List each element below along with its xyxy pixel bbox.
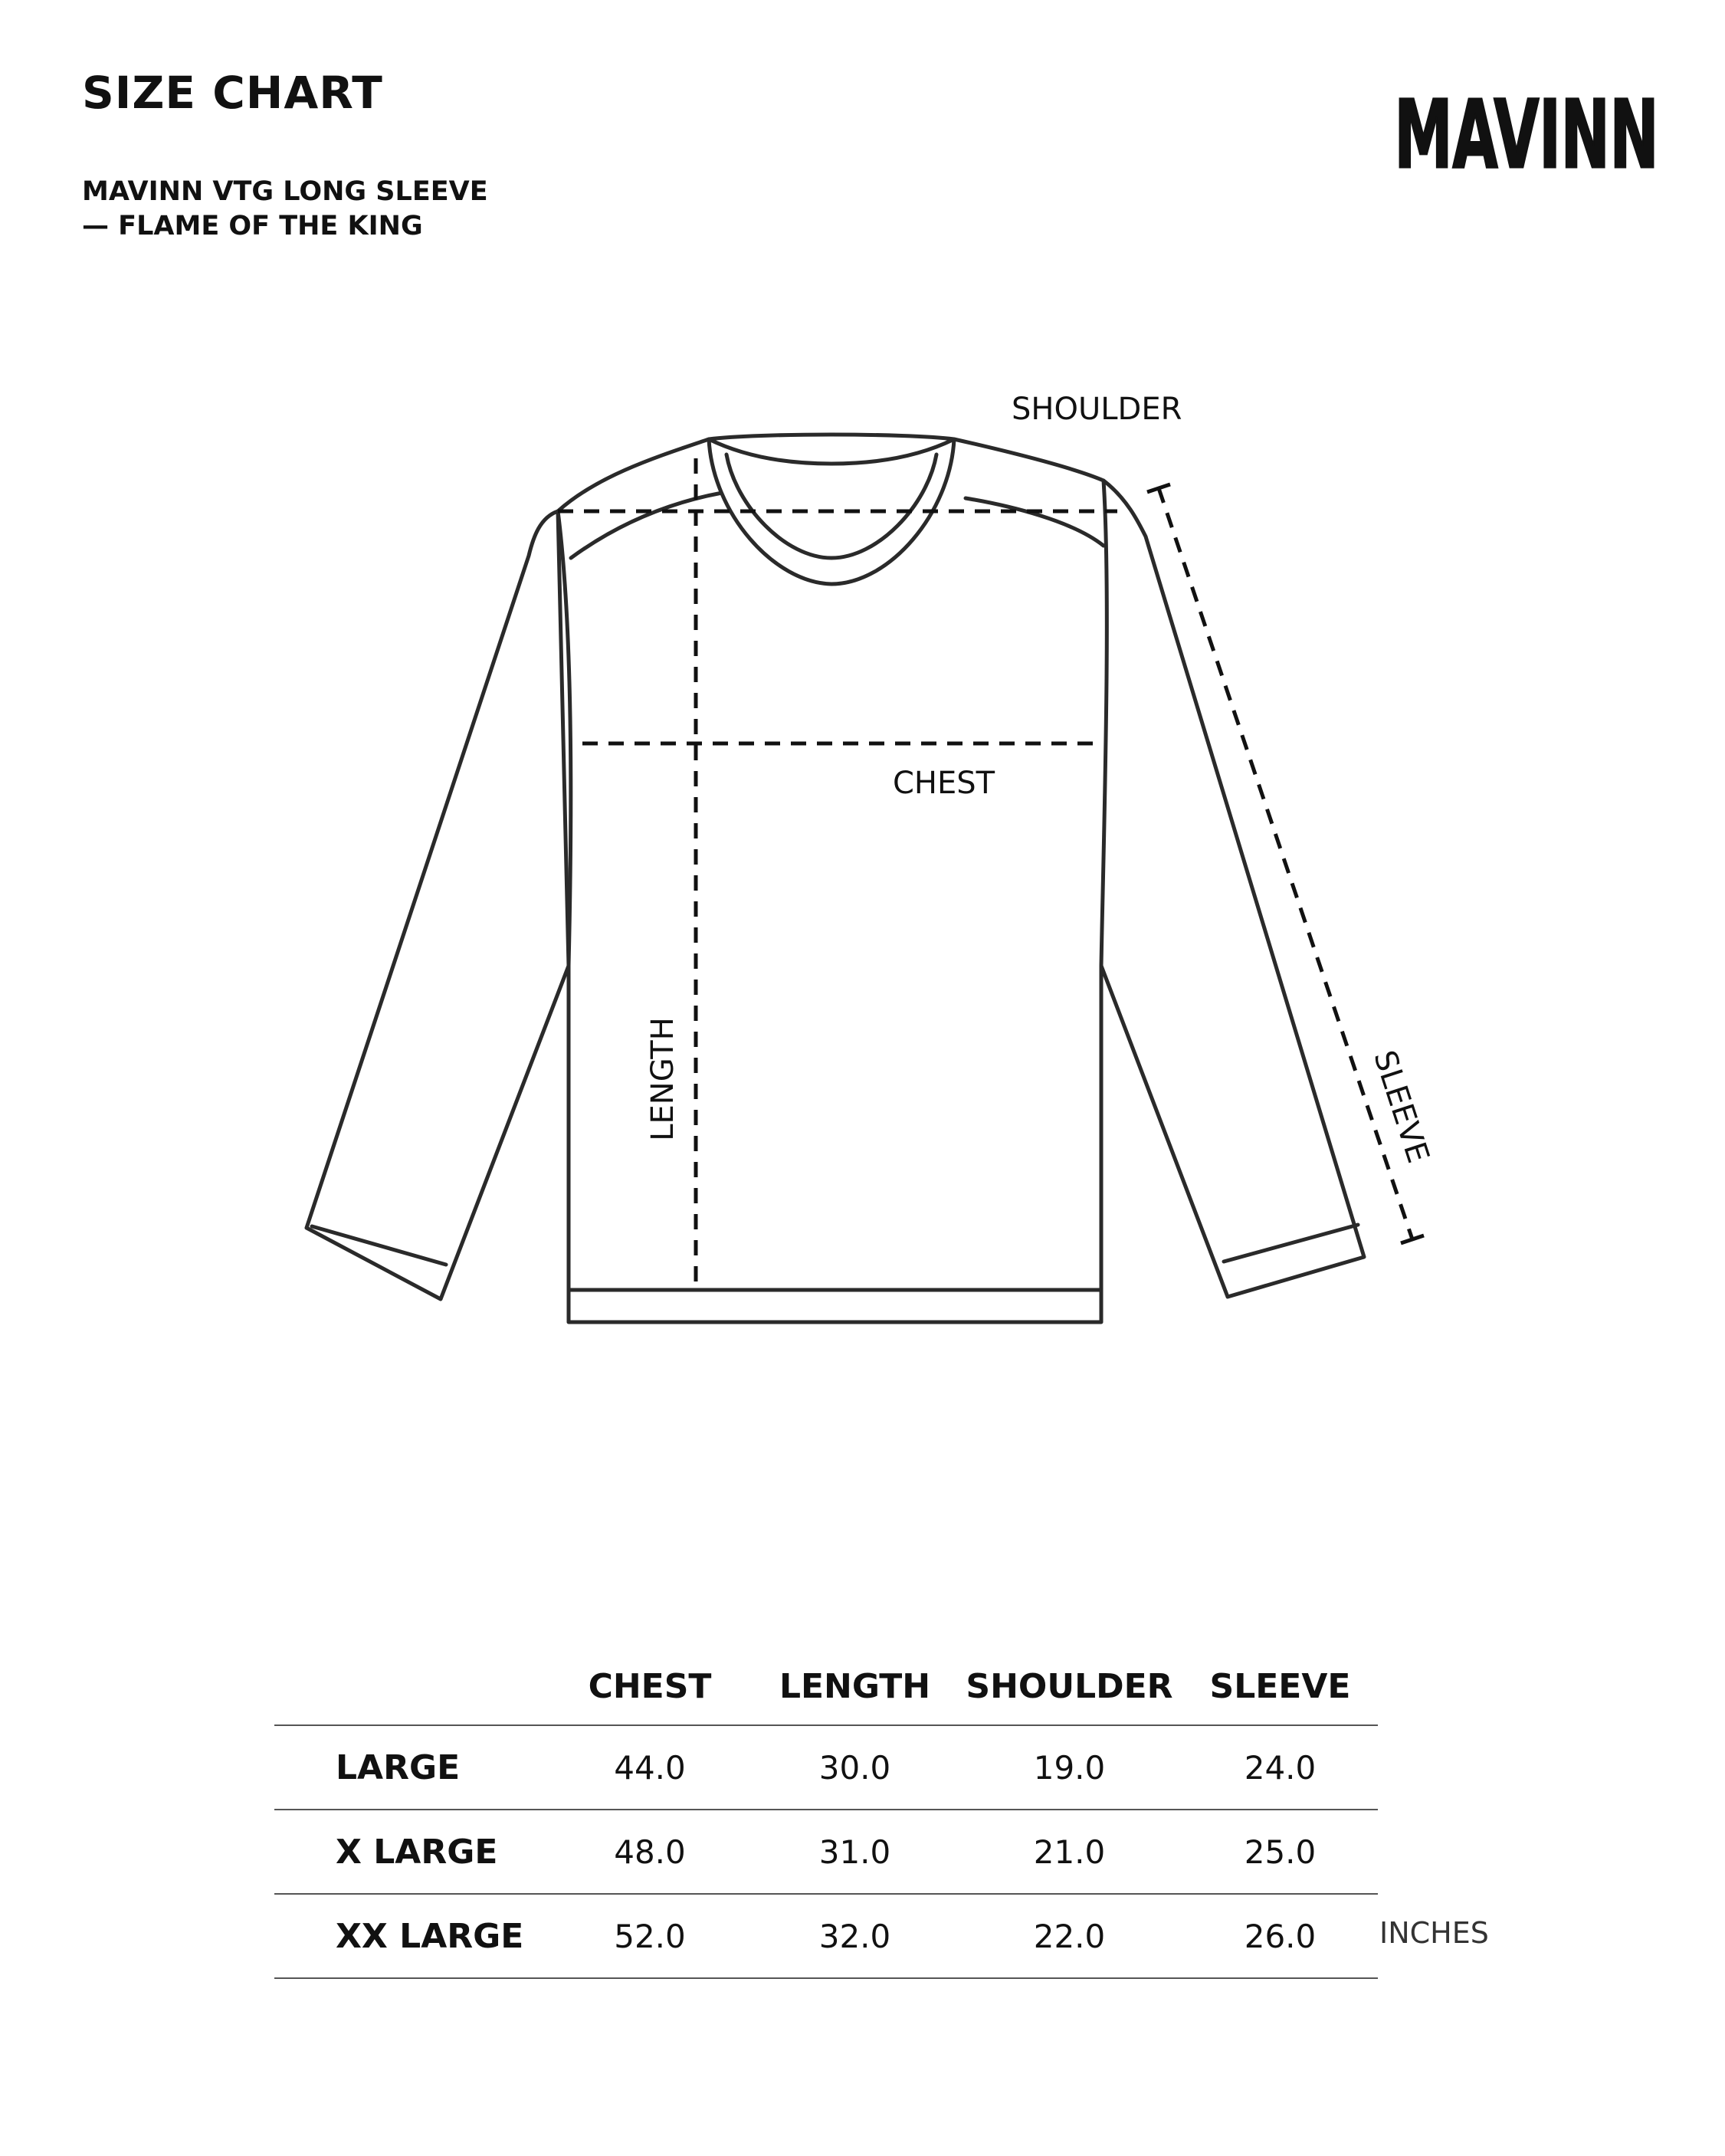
sleeve-cell: 26.0 [1182, 1894, 1378, 1978]
table-row [274, 1894, 1378, 1978]
column-header-sleeve: SLEEVE [1182, 1648, 1378, 1725]
shoulder-cell: 21.0 [956, 1810, 1182, 1894]
column-header-shoulder: SHOULDER [956, 1648, 1182, 1725]
chest-cell: 48.0 [546, 1810, 753, 1894]
size-table [274, 1648, 1378, 1979]
table-header-row [274, 1648, 1378, 1725]
table-row [274, 1725, 1378, 1810]
shoulder-cell: 19.0 [956, 1725, 1182, 1810]
sleeve-cell: 24.0 [1182, 1725, 1378, 1810]
product-name-line-2: — FLAME OF THE KING [82, 211, 423, 241]
chest-label: CHEST [893, 766, 995, 801]
units-label: INCHES [1379, 1916, 1489, 1950]
length-label: LENGTH [645, 1017, 680, 1141]
chest-cell: 44.0 [546, 1725, 753, 1810]
size-cell: X LARGE [274, 1810, 546, 1894]
sleeve-cell: 25.0 [1182, 1810, 1378, 1894]
length-cell: 32.0 [753, 1894, 956, 1978]
chest-cell: 52.0 [546, 1894, 753, 1978]
left-sleeve [307, 511, 569, 1299]
table-row [274, 1810, 1378, 1894]
brand-logo-text: MAVINN [1394, 80, 1659, 180]
size-cell: XX LARGE [274, 1894, 546, 1978]
page-title: SIZE CHART [82, 67, 383, 119]
size-cell: LARGE [274, 1725, 546, 1810]
product-name-line-1: MAVINN VTG LONG SLEEVE [82, 176, 488, 207]
shoulder-label: SHOULDER [1012, 392, 1182, 427]
length-cell: 31.0 [753, 1810, 956, 1894]
column-header-size [274, 1648, 546, 1725]
length-cell: 30.0 [753, 1725, 956, 1810]
column-header-chest: CHEST [546, 1648, 753, 1725]
sleeve-label: SLEEVE [1366, 1046, 1436, 1167]
shoulder-cell: 22.0 [956, 1894, 1182, 1978]
column-header-length: LENGTH [753, 1648, 956, 1725]
right-sleeve [1101, 481, 1364, 1297]
